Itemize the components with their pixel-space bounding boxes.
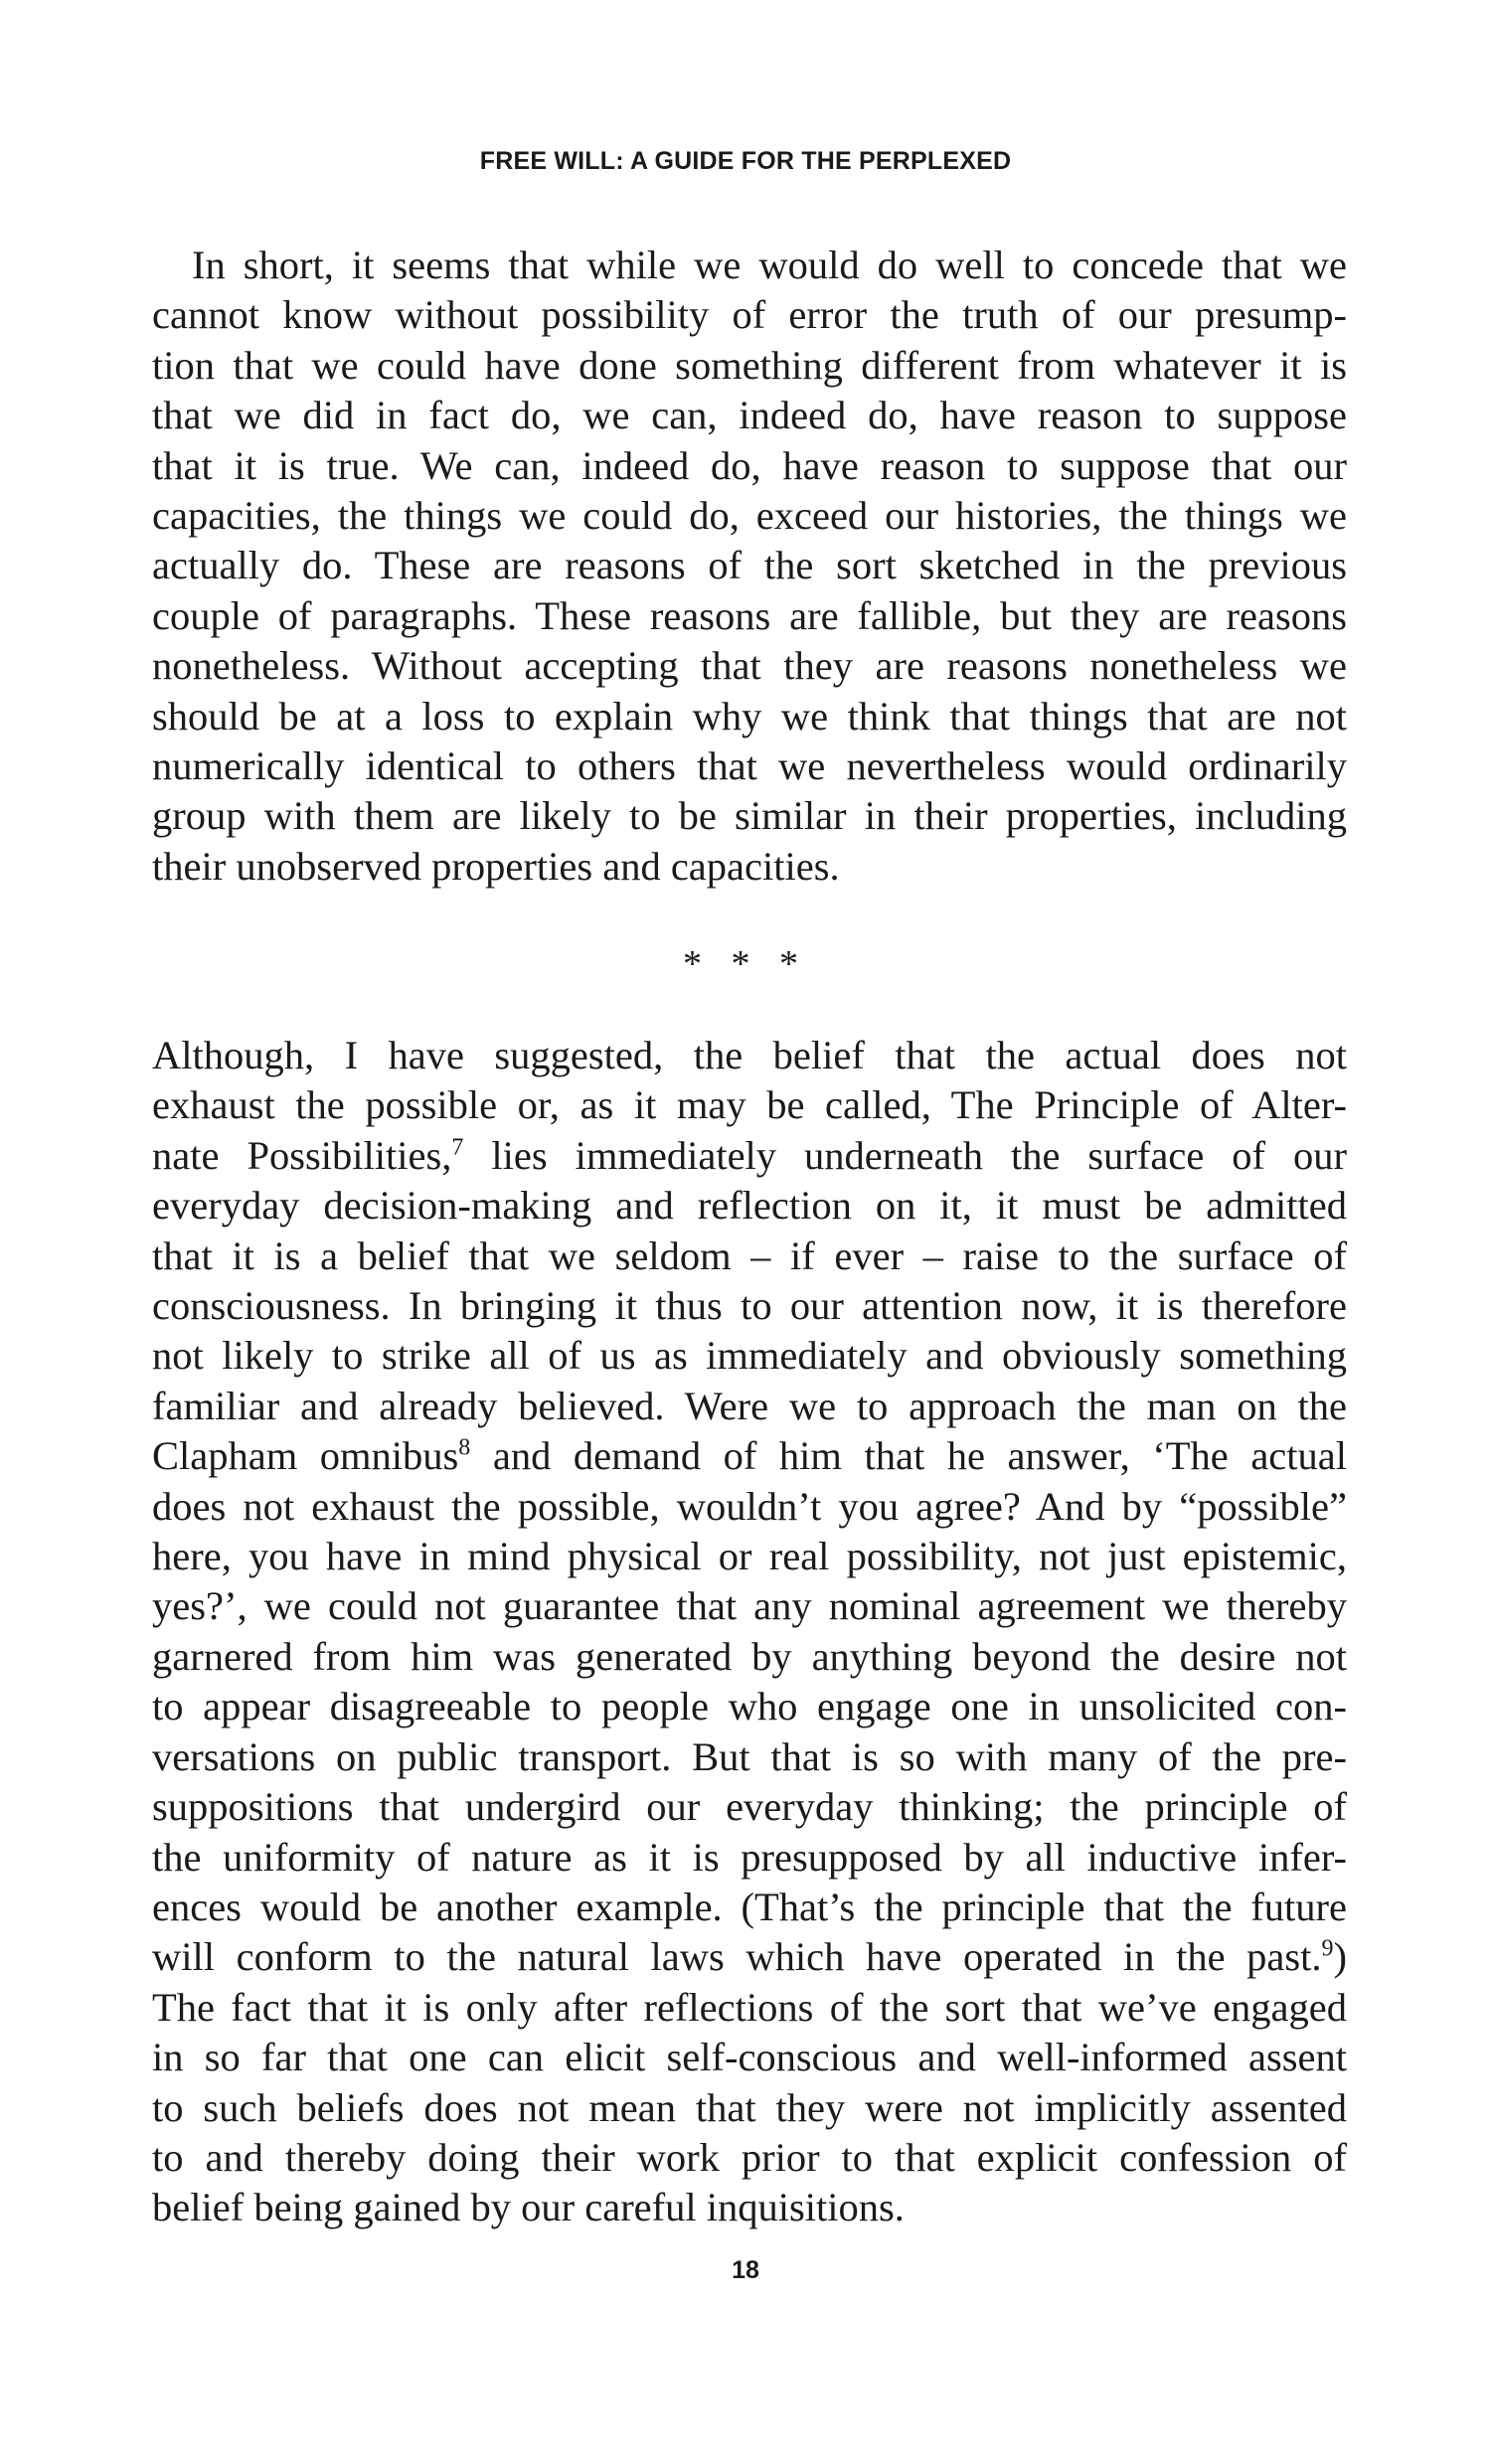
text-line: Although, I have suggested, the belief that the actual does not <box>152 1033 1347 1077</box>
text-line: to and thereby doing their work prior to that explicit confession of <box>152 2134 1347 2180</box>
text-line <box>152 1131 1347 1181</box>
text-segment: and demand of him that he answer, ‘The actual <box>492 1433 1347 1479</box>
text-line: capacities, the things we could do, exceed our histories, the things we <box>152 493 1347 539</box>
text-line: to appear disagreeable to people who engage one in unsolicited con- <box>152 1684 1347 1729</box>
text-line: in so far that one can elicit self-conscious and well-informed assent <box>152 2035 1347 2080</box>
text-line: the uniformity of nature as it is presupposed by all inductive infer- <box>152 1834 1347 1880</box>
text-line: does not exhaust the possible, wouldn’t you agree? And by “possible” <box>152 1483 1347 1529</box>
page-number: 18 <box>732 2256 759 2284</box>
text-line: group with them are likely to be similar in their properties, including <box>152 793 1347 839</box>
text-line: actually do. These are reasons of the sort sketched in the previous <box>152 543 1347 588</box>
text-line: here, you have in mind physical or real possibility, not just epistemic, <box>152 1534 1347 1579</box>
text-line: yes?’, we could not guarantee that any nominal agreement we thereby <box>152 1583 1347 1629</box>
text-line: that we did in fact do, we can, indeed do, have reason to suppose <box>152 393 1347 438</box>
text-segment: nate Possibilities, <box>152 1132 452 1178</box>
text-line: to such beliefs does not mean that they were not implicitly assented <box>152 2084 1347 2130</box>
text-line: should be at a loss to explain why we think that things that are not <box>152 693 1347 739</box>
footnote-mark[interactable]: 8 <box>458 1434 471 1461</box>
text-line: The fact that it is only after reflections of the sort that we’ve engaged <box>152 1984 1347 2030</box>
text-segment: ) <box>1333 1934 1347 1980</box>
text-line: not likely to strike all of us as immediately and obviously something <box>152 1333 1347 1379</box>
text-segment: lies immediately underneath the surface of our <box>491 1132 1348 1178</box>
text-segment: Clapham omnibus <box>152 1433 459 1479</box>
text-line: familiar and already believed. Were we to approach the man on the <box>152 1383 1347 1428</box>
text-line: that it is true. We can, indeed do, have reason to suppose that our <box>152 442 1347 488</box>
text-line: versations on public transport. But that is so with many of the pre- <box>152 1733 1347 1779</box>
text-line: exhaust the possible or, as it may be called, The Principle of Alter- <box>152 1082 1347 1128</box>
text-line <box>152 1431 1347 1481</box>
text-line: numerically identical to others that we nevertheless would ordinarily <box>152 743 1347 789</box>
paragraph-2 <box>152 1031 1347 2233</box>
paragraph-1 <box>152 241 1347 892</box>
text-line: everyday decision-making and reflection on it, it must be admitted <box>152 1183 1347 1229</box>
text-line: their unobserved properties and capacities. <box>152 843 840 889</box>
text-line: tion that we could have done something different from whatever it is <box>152 342 1347 388</box>
section-break: * * * <box>683 943 808 985</box>
running-head: FREE WILL: A GUIDE FOR THE PERPLEXED <box>479 147 1012 175</box>
text-line: cannot know without possibility of error the truth of our presump- <box>152 292 1347 338</box>
text-line: consciousness. In bringing it thus to our attention now, it is therefore <box>152 1283 1347 1329</box>
footnote-mark[interactable]: 9 <box>1321 1935 1334 1962</box>
text-line: garnered from him was generated by anything beyond the desire not <box>152 1633 1347 1679</box>
text-segment: will conform to the natural laws which have operated in the past. <box>152 1934 1322 1980</box>
text-line: that it is a belief that we seldom – if ever – raise to the surface of <box>152 1232 1347 1278</box>
text-line: nonetheless. Without accepting that they are reasons nonetheless we <box>152 643 1347 689</box>
footnote-mark[interactable]: 7 <box>451 1134 464 1161</box>
text-line: belief being gained by our careful inquisitions. <box>152 2185 905 2230</box>
text-line: In short, it seems that while we would do well to concede that we <box>192 243 1347 287</box>
text-line: suppositions that undergird our everyday thinking; the principle of <box>152 1784 1347 1830</box>
text-line: ences would be another example. (That’s the principle that the future <box>152 1884 1347 1929</box>
text-line <box>152 1932 1347 1982</box>
text-line: couple of paragraphs. These reasons are fallible, but they are reasons <box>152 592 1347 638</box>
